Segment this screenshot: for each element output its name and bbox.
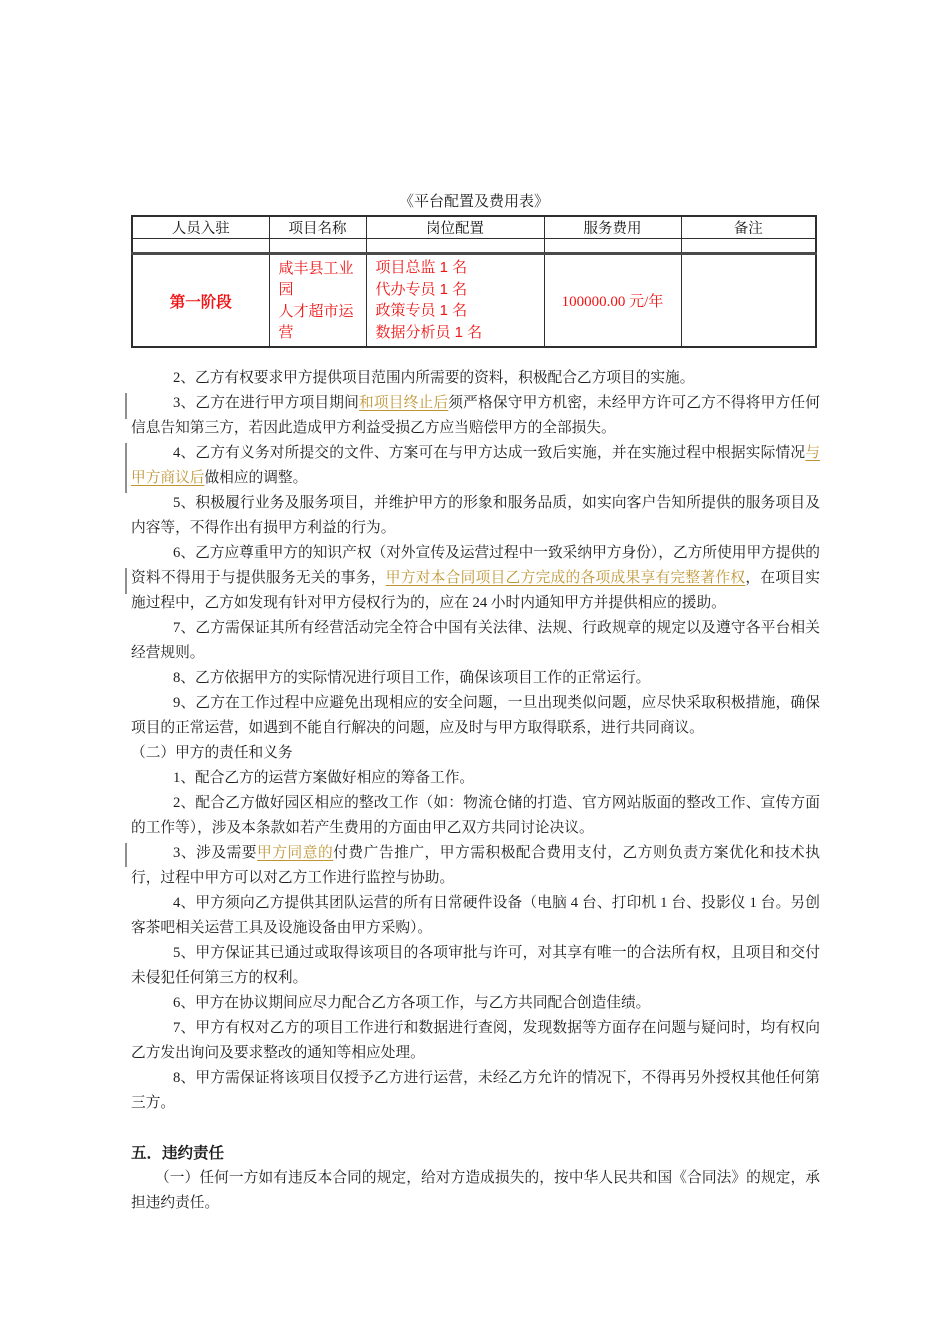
service-fee-cell: 100000.00 元/年 <box>544 254 681 348</box>
text-run: 3、乙方在进行甲方项目期间 <box>173 395 360 411</box>
paragraph <box>131 366 820 391</box>
paragraph <box>131 841 820 891</box>
paragraph <box>131 491 820 541</box>
text-run: 五．违约责任 <box>131 1145 225 1162</box>
text-run: 8、甲方需保证将该项目仅授予乙方进行运营，未经乙方允许的情况下，不得再另外授权其他任何第三方。 <box>131 1070 820 1111</box>
paragraph <box>131 541 820 616</box>
empty-cell <box>544 239 681 254</box>
header-cell-remark: 备注 <box>681 216 816 239</box>
revision-bar <box>125 843 127 867</box>
empty-cell <box>269 239 366 254</box>
table-data-row <box>132 254 816 348</box>
text-run: （一）任何一方如有违反本合同的规定，给对方造成损失的，按中华人民共和国《合同法》的规定，承担违约责任。 <box>131 1170 820 1211</box>
paragraph <box>131 441 820 491</box>
paragraph <box>131 1166 820 1216</box>
revision-bar <box>125 393 127 419</box>
position-line: 代办专员 1 名 <box>375 280 468 298</box>
revised-text: 甲方同意的 <box>257 845 334 861</box>
empty-cell <box>132 239 269 254</box>
text-run: （二）甲方的责任和义务 <box>131 745 293 761</box>
position-line: 项目总监 1 名 <box>375 259 468 276</box>
text-run: 3、涉及需要 <box>173 845 258 861</box>
table-title: 《平台配置及费用表》 <box>398 194 549 210</box>
revision-bar <box>125 568 127 594</box>
empty-cell <box>366 239 544 254</box>
project-name-line: 人才超市运营 <box>278 302 354 341</box>
header-cell-staffing: 人员入驻 <box>132 216 269 239</box>
revised-text: 和项目终止后 <box>359 395 449 411</box>
section-heading <box>131 1141 820 1166</box>
text-run: 5、甲方保证其已通过或取得该项目的各项审批与许可，对其享有唯一的合法所有权，且项目和交付未侵犯任何第三方的权利。 <box>131 945 820 986</box>
revision-bar <box>125 443 127 493</box>
stage-cell: 第一阶段 <box>132 254 269 348</box>
text-run: 4、甲方须向乙方提供其团队运营的所有日常硬件设备（电脑 4 台、打印机 1 台、投影仪 1 台。另创客茶吧相关运营工具及设施设备由甲方采购）。 <box>131 895 820 936</box>
position-line: 政策专员 1 名 <box>375 302 468 319</box>
paragraph <box>131 1016 820 1066</box>
text-run: 4、乙方有义务对所提交的文件、方案可在与甲方达成一致后实施，并在实施过程中根据实际情况 <box>173 445 806 461</box>
text-run: 2、乙方有权要求甲方提供项目范围内所需要的资料，积极配合乙方项目的实施。 <box>173 370 695 386</box>
table-header-row <box>132 216 816 239</box>
paragraph <box>131 691 820 741</box>
text-run: 6、乙方应尊重甲方的知识产权（对外宣传及运营过程中一致采纳甲方身份），乙方所使用甲方提供的资料不得用于与提供服务无关的事务， <box>131 545 820 586</box>
paragraph <box>131 791 820 841</box>
paragraph <box>131 991 820 1016</box>
text-run: 9、乙方在工作过程中应避免出现相应的安全问题，一旦出现类似问题，应尽快采取积极措施，确保项目的正常运营，如遇到不能自行解决的问题，应及时与甲方取得联系，进行共同商议。 <box>131 695 820 736</box>
header-cell-positions: 岗位配置 <box>366 216 544 239</box>
empty-cell <box>681 239 816 254</box>
paragraph <box>131 1066 820 1116</box>
paragraph <box>131 741 820 766</box>
text-run: 7、乙方需保证其所有经营活动完全符合中国有关法律、法规、行政规章的规定以及遵守各平台相关经营规则。 <box>131 620 820 661</box>
position-line: 数据分析员 1 名 <box>375 323 483 341</box>
paragraph <box>131 616 820 666</box>
text-run: 7、甲方有权对乙方的项目工作进行和数据进行查阅，发现数据等方面存在问题与疑问时，均有权向乙方发出询问及要求整改的通知等相应处理。 <box>131 1020 820 1061</box>
text-run: ，在项目实施过程中，乙方如发现有针对甲方侵权行为的，应在 24 小时内通知甲方并提供相应的援助。 <box>131 570 820 611</box>
positions-cell <box>366 254 544 348</box>
text-run: 1、配合乙方的运营方案做好相应的筹备工作。 <box>173 770 475 786</box>
text-run: 5、积极履行业务及服务项目，并维护甲方的形象和服务品质，如实向客户告知所提供的服务项目及内容等，不得作出有损甲方利益的行为。 <box>131 495 820 536</box>
revised-text: 甲方对本合同项目乙方完成的各项成果享有完整著作权 <box>385 570 746 586</box>
paragraph <box>131 891 820 941</box>
paragraph <box>131 391 820 441</box>
revised-text: 与甲方商议后 <box>131 445 820 486</box>
text-run: 8、乙方依据甲方的实际情况进行项目工作，确保该项目工作的正常运行。 <box>173 670 651 686</box>
paragraph <box>131 666 820 691</box>
text-run: 做相应的调整。 <box>204 470 308 486</box>
text-run: 须严格保守甲方机密，未经甲方许可乙方不得将甲方任何信息告知第三方，若因此造成甲方利益受损乙方应当赔偿甲方的全部损失。 <box>131 395 820 436</box>
fee-table <box>131 215 817 348</box>
paragraph <box>131 941 820 991</box>
text-run: 2、配合乙方做好园区相应的整改工作（如：物流仓储的打造、官方网站版面的整改工作、宣传方面的工作等），涉及本条款如若产生费用的方面由甲乙双方共同讨论决议。 <box>131 795 820 836</box>
project-name-line: 咸丰县工业园 <box>278 259 354 298</box>
text-run: 付费广告推广，甲方需积极配合费用支付，乙方则负责方案优化和技术执行，过程中甲方可以对乙方工作进行监控与协助。 <box>131 845 820 886</box>
header-cell-project: 项目名称 <box>269 216 366 239</box>
text-run: 6、甲方在协议期间应尽力配合乙方各项工作，与乙方共同配合创造佳绩。 <box>173 995 651 1011</box>
project-name-cell <box>269 254 366 348</box>
contract-body <box>131 366 820 1216</box>
table-empty-row <box>132 239 816 254</box>
header-cell-fee: 服务费用 <box>544 216 681 239</box>
remark-cell <box>681 254 816 348</box>
paragraph <box>131 766 820 791</box>
